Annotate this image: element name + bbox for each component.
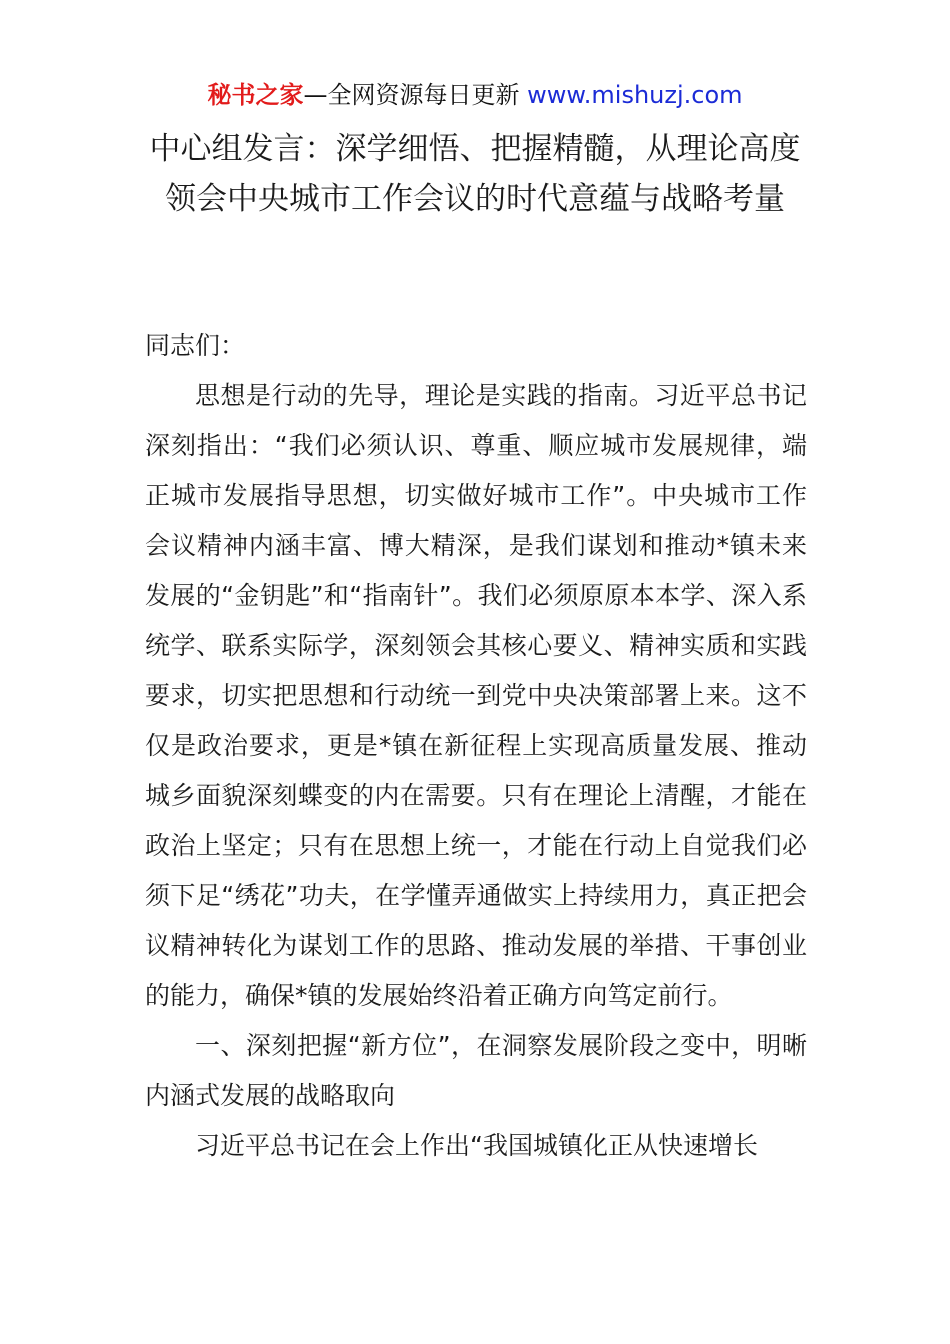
site-name: 秘书之家 — [207, 81, 304, 109]
document-body — [145, 321, 807, 1171]
section-heading: 一、深刻把握“新方位”，在洞察发展阶段之变中，明晰内涵式发展的战略取向 — [145, 1031, 807, 1110]
site-header — [0, 78, 950, 112]
salutation: 同志们： — [145, 331, 246, 360]
site-url[interactable]: www.mishuzj.com — [527, 81, 743, 109]
body-paragraph: 思想是行动的先导，理论是实践的指南。习近平总书记深刻指出：“我们必须认识、尊重、顺应城市发展规律，端正城市发展指导思想，切实做好城市工作”。中央城市工作会议精神内涵丰富、博大精深，是我们谋划和推动*镇未来发展的“金钥匙”和“指南针”。我们必须原原本本学、深入系统学、联系实际学，深刻领会其核心要义、精神实质和实践要求，切实把思想和行动统一到党中央决策部署上来。这不仅是政治要求，更是*镇在新征程上实现高质量发展、推动城乡面貌深刻蝶变的内在需要。只有在理论上清醒，才能在政治上坚定；只有在思想上统一，才能在行动上自觉我们必须下足“绣花”功夫，在学懂弄通做实上持续用力，真正把会议精神转化为谋划工作的思路、推动发展的举措、干事创业的能力，确保*镇的发展始终沿着正确方向笃定前行。 — [145, 381, 807, 1010]
section-paragraph: 习近平总书记在会上作出“我国城镇化正从快速增长 — [195, 1131, 758, 1160]
document-title: 中心组发言：深学细悟、把握精髓，从理论高度领会中央城市工作会议的时代意蕴与战略考量 — [149, 131, 801, 217]
site-tagline: —全网资源每日更新 — [303, 81, 520, 109]
